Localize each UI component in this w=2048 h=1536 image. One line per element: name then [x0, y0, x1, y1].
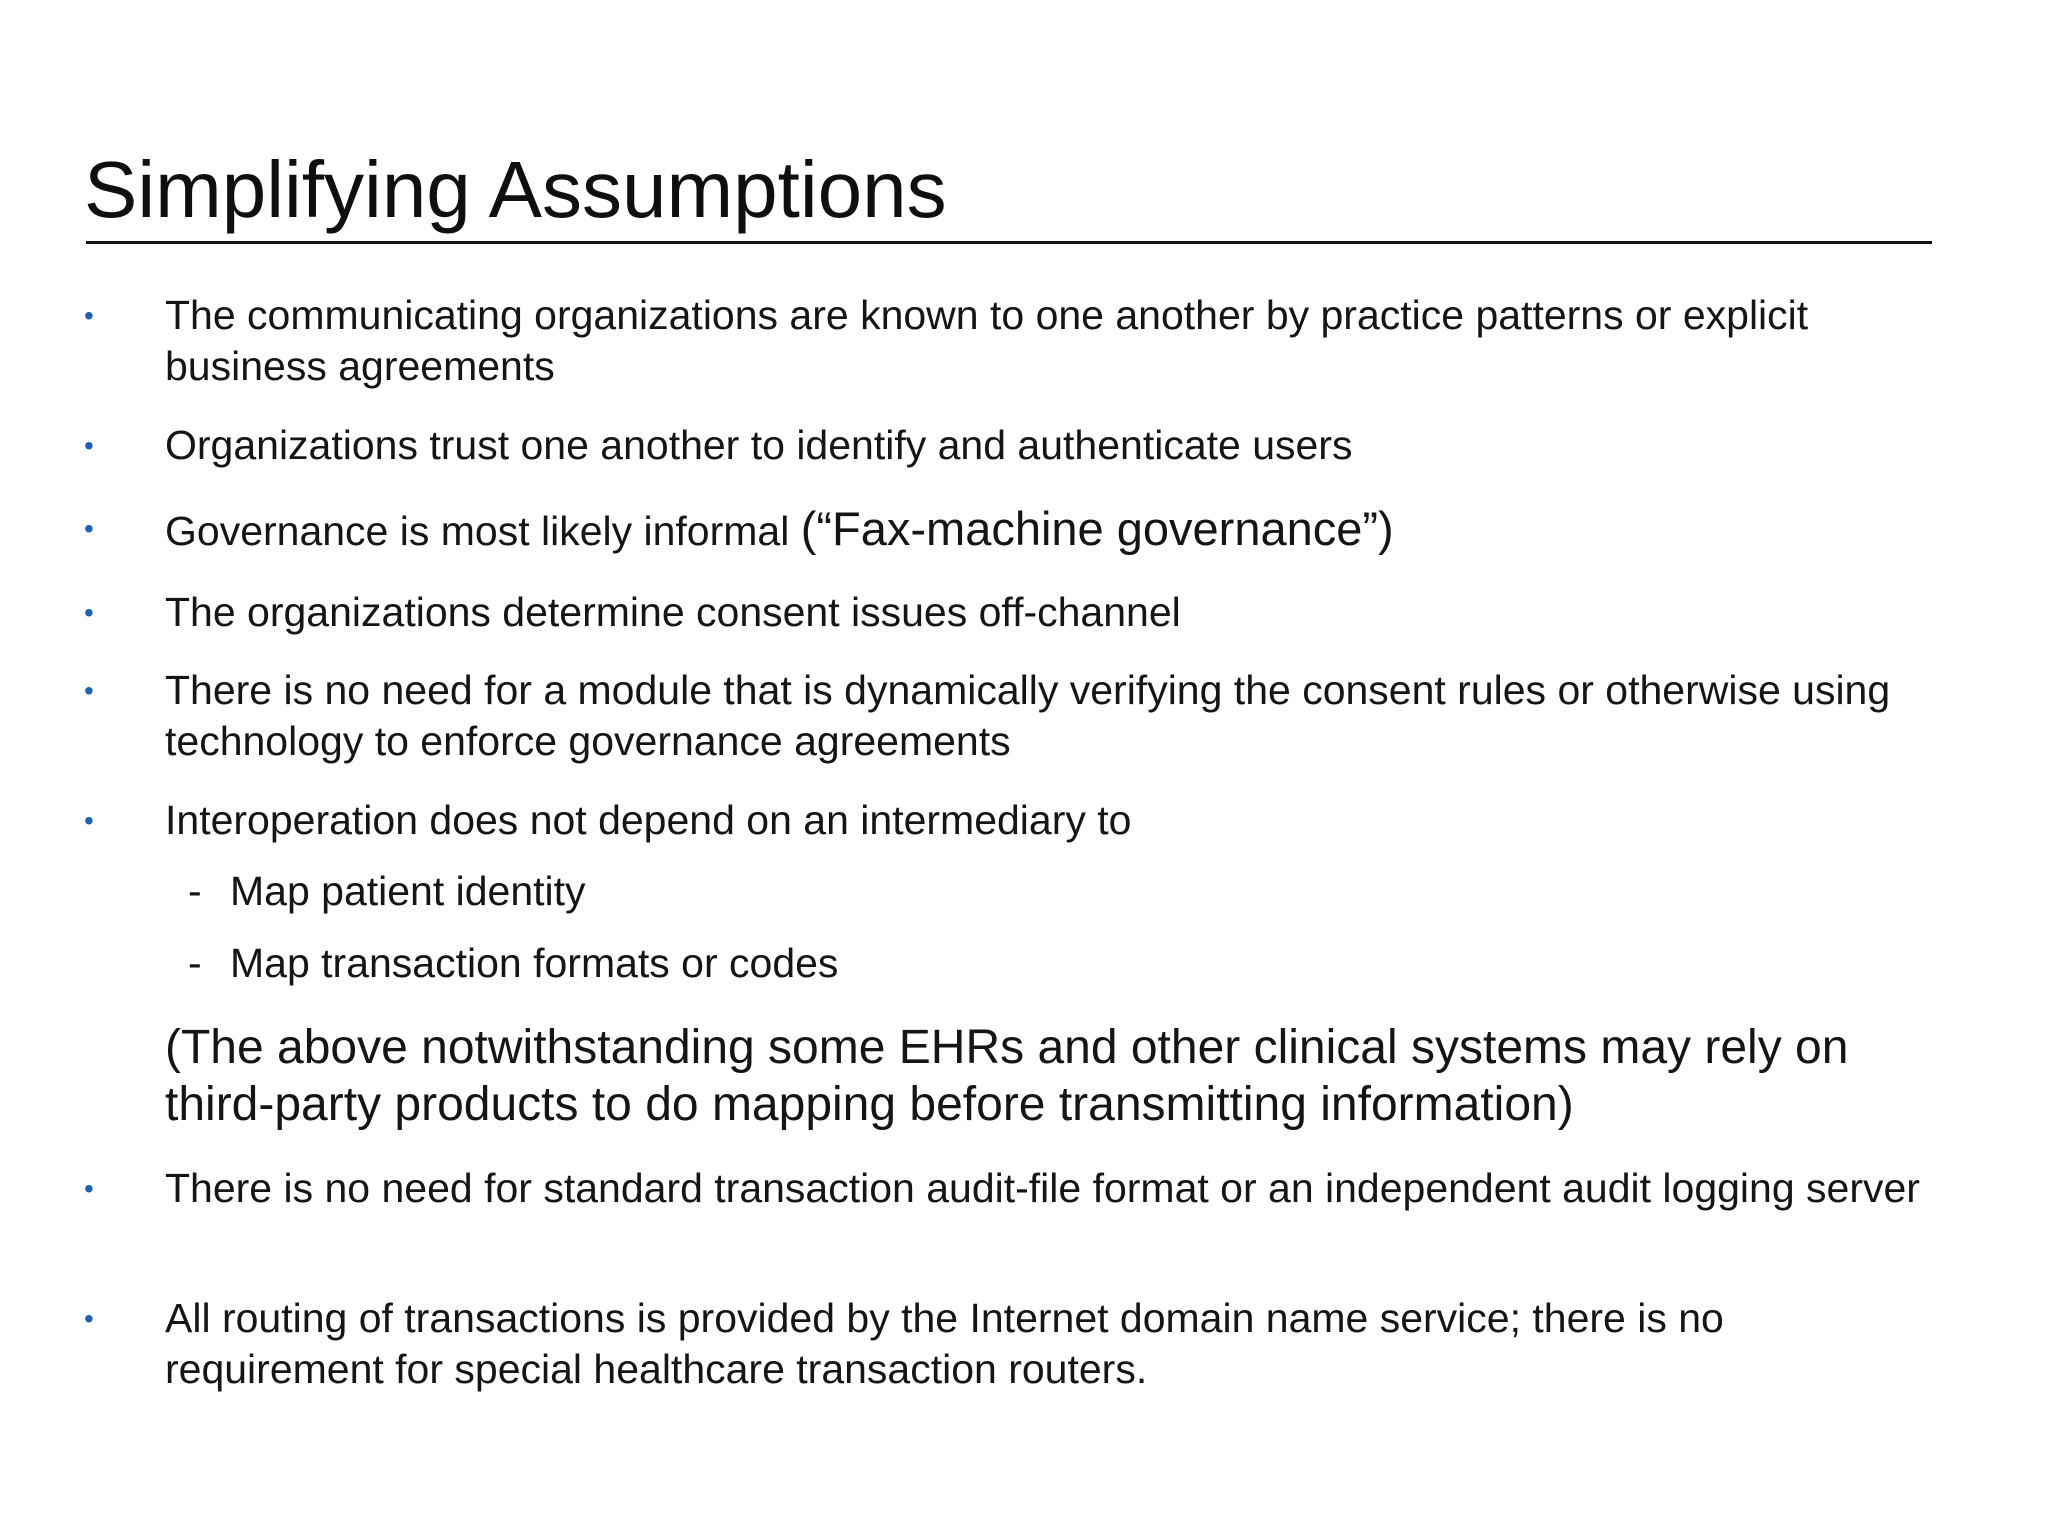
dash-icon: - — [188, 940, 202, 986]
bullet-text: The communicating organizations are known to one another by practice patterns or explicit business agreements — [165, 292, 1809, 389]
bullet-icon: • — [84, 805, 94, 836]
sub-bullet-text: Map patient identity — [230, 868, 586, 914]
bullet-emphasis: (“Fax-machine governance”) — [800, 502, 1394, 555]
bullet-icon: • — [84, 1173, 94, 1204]
mapping-note: (The above notwithstanding some EHRs and other clinical systems may rely on third-party products to do mapping before transmitting information) — [165, 1021, 1849, 1131]
dash-icon: - — [188, 868, 202, 914]
bullet-text: Organizations trust one another to identify and authenticate users — [165, 422, 1353, 468]
slide-title: Simplifying Assumptions — [84, 145, 947, 234]
bullet-text: Governance is most likely informal — [165, 508, 801, 554]
bullet-text: There is no need for standard transaction audit-file format or an independent audit logging server — [165, 1165, 1920, 1211]
bullet-icon: • — [84, 513, 94, 544]
bullet-text: The organizations determine consent issues off-channel — [165, 589, 1181, 635]
bullet-text-wrapper — [165, 503, 1925, 557]
bullet-icon: • — [84, 597, 94, 628]
bullet-icon: • — [84, 300, 94, 331]
sub-bullet-text: Map transaction formats or codes — [230, 940, 839, 986]
bullet-text: There is no need for a module that is dynamically verifying the consent rules or otherwise using technology to enforce governance agreements — [165, 667, 1891, 764]
bullet-text: Interoperation does not depend on an intermediary to — [165, 797, 1132, 843]
bullet-text: All routing of transactions is provided by the Internet domain name service; there is no requirement for special healthcare transaction routers. — [165, 1295, 1724, 1392]
bullet-icon: • — [84, 430, 94, 461]
bullet-icon: • — [84, 675, 94, 706]
bullet-icon: • — [84, 1303, 94, 1334]
